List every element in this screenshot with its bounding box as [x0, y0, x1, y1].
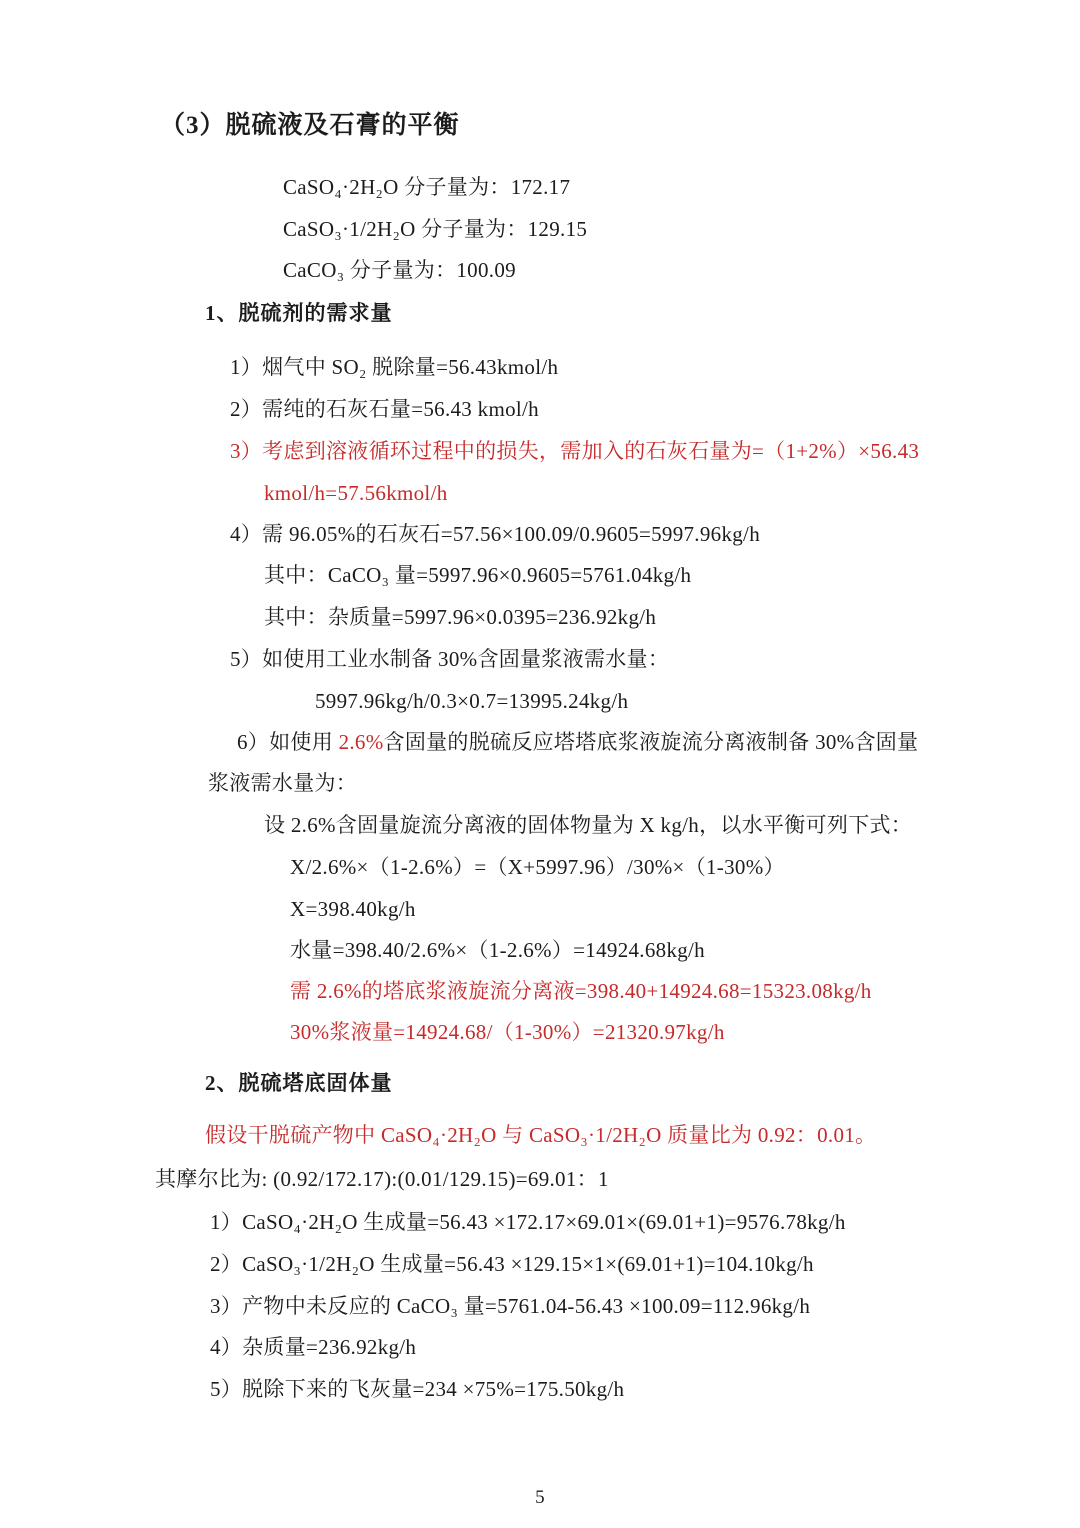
section2-item5: 5）脱除下来的飞灰量=234 ×75%=175.50kg/h: [210, 1377, 625, 1401]
section1-item3-line1: 3）考虑到溶液循环过程中的损失，需加入的石灰石量为=（1+2%）×56.43: [230, 439, 920, 463]
section1-item4-sub2: 其中：杂质量=5997.96×0.0395=236.92kg/h: [264, 605, 657, 629]
section1-item3-line2: kmol/h=57.56kmol/h: [264, 481, 448, 505]
section1-item1: 1）烟气中 SO₂ 脱除量=56.43kmol/h: [230, 355, 559, 379]
page-number: 5: [535, 1487, 545, 1508]
section1-eq2: X=398.40kg/h: [290, 897, 416, 921]
section1-heading: 1、脱硫剂的需求量: [205, 301, 393, 325]
item6-text-pre: 6）如使用: [237, 730, 339, 754]
section1-item5: 5）如使用工业水制备 30%含固量浆液需水量：: [230, 647, 670, 671]
section2-assumption: 假设干脱硫产物中 CaSO₄·2H₂O 与 CaSO₃·1/2H₂O 质量比为 0.92：0.01。: [205, 1123, 877, 1147]
section1-eq3: 水量=398.40/2.6%×（1-2.6%）=14924.68kg/h: [290, 938, 705, 962]
section1-eq4: 需 2.6%的塔底浆液旋流分离液=398.40+14924.68=15323.08kg/h: [290, 979, 872, 1003]
mol-weight-caco3: CaCO₃ 分子量为：100.09: [283, 258, 516, 282]
mol-weight-caso3: CaSO₃·1/2H₂O 分子量为：129.15: [283, 217, 588, 241]
section1-item4-sub1: 其中：CaCO₃ 量=5997.96×0.9605=5761.04kg/h: [264, 563, 692, 587]
mol-weight-caso4: CaSO₄·2H₂O 分子量为：172.17: [283, 175, 571, 199]
section1-item6-line2: 浆液需水量为：: [208, 771, 358, 795]
section2-molar-ratio: 其摩尔比为: (0.92/172.17):(0.01/129.15)=69.01：1: [155, 1167, 609, 1191]
section2-item4: 4）杂质量=236.92kg/h: [210, 1335, 417, 1359]
section2-item1: 1）CaSO₄·2H₂O 生成量=56.43 ×172.17×69.01×(69.01+1)=9576.78kg/h: [210, 1210, 846, 1234]
section1-item5-calc: 5997.96kg/h/0.3×0.7=13995.24kg/h: [315, 689, 629, 713]
section1-eq1: X/2.6%×（1-2.6%）=（X+5997.96）/30%×（1-30%）: [290, 855, 785, 879]
section1-setup: 设 2.6%含固量旋流分离液的固体物量为 X kg/h，以水平衡可列下式：: [264, 813, 913, 837]
item6-text-post: 含固量的脱硫反应塔塔底浆液旋流分离液制备 30%含固量: [383, 730, 919, 754]
page-title: （3）脱硫液及石膏的平衡: [160, 112, 460, 139]
section2-heading: 2、脱硫塔底固体量: [205, 1071, 393, 1095]
section1-eq5: 30%浆液量=14924.68/（1-30%）=21320.97kg/h: [290, 1020, 725, 1044]
section2-item2: 2）CaSO₃·1/2H₂O 生成量=56.43 ×129.15×1×(69.01+1)=104.10kg/h: [210, 1252, 814, 1276]
item6-red-value: 2.6%: [338, 730, 384, 754]
section1-item2: 2）需纯的石灰石量=56.43 kmol/h: [230, 397, 539, 421]
section2-item3: 3）产物中未反应的 CaCO₃ 量=5761.04-56.43 ×100.09=112.96kg/h: [210, 1294, 811, 1318]
section1-item6-line1: [237, 729, 918, 756]
section1-item4: 4）需 96.05%的石灰石=57.56×100.09/0.9605=5997.96kg/h: [230, 522, 760, 546]
